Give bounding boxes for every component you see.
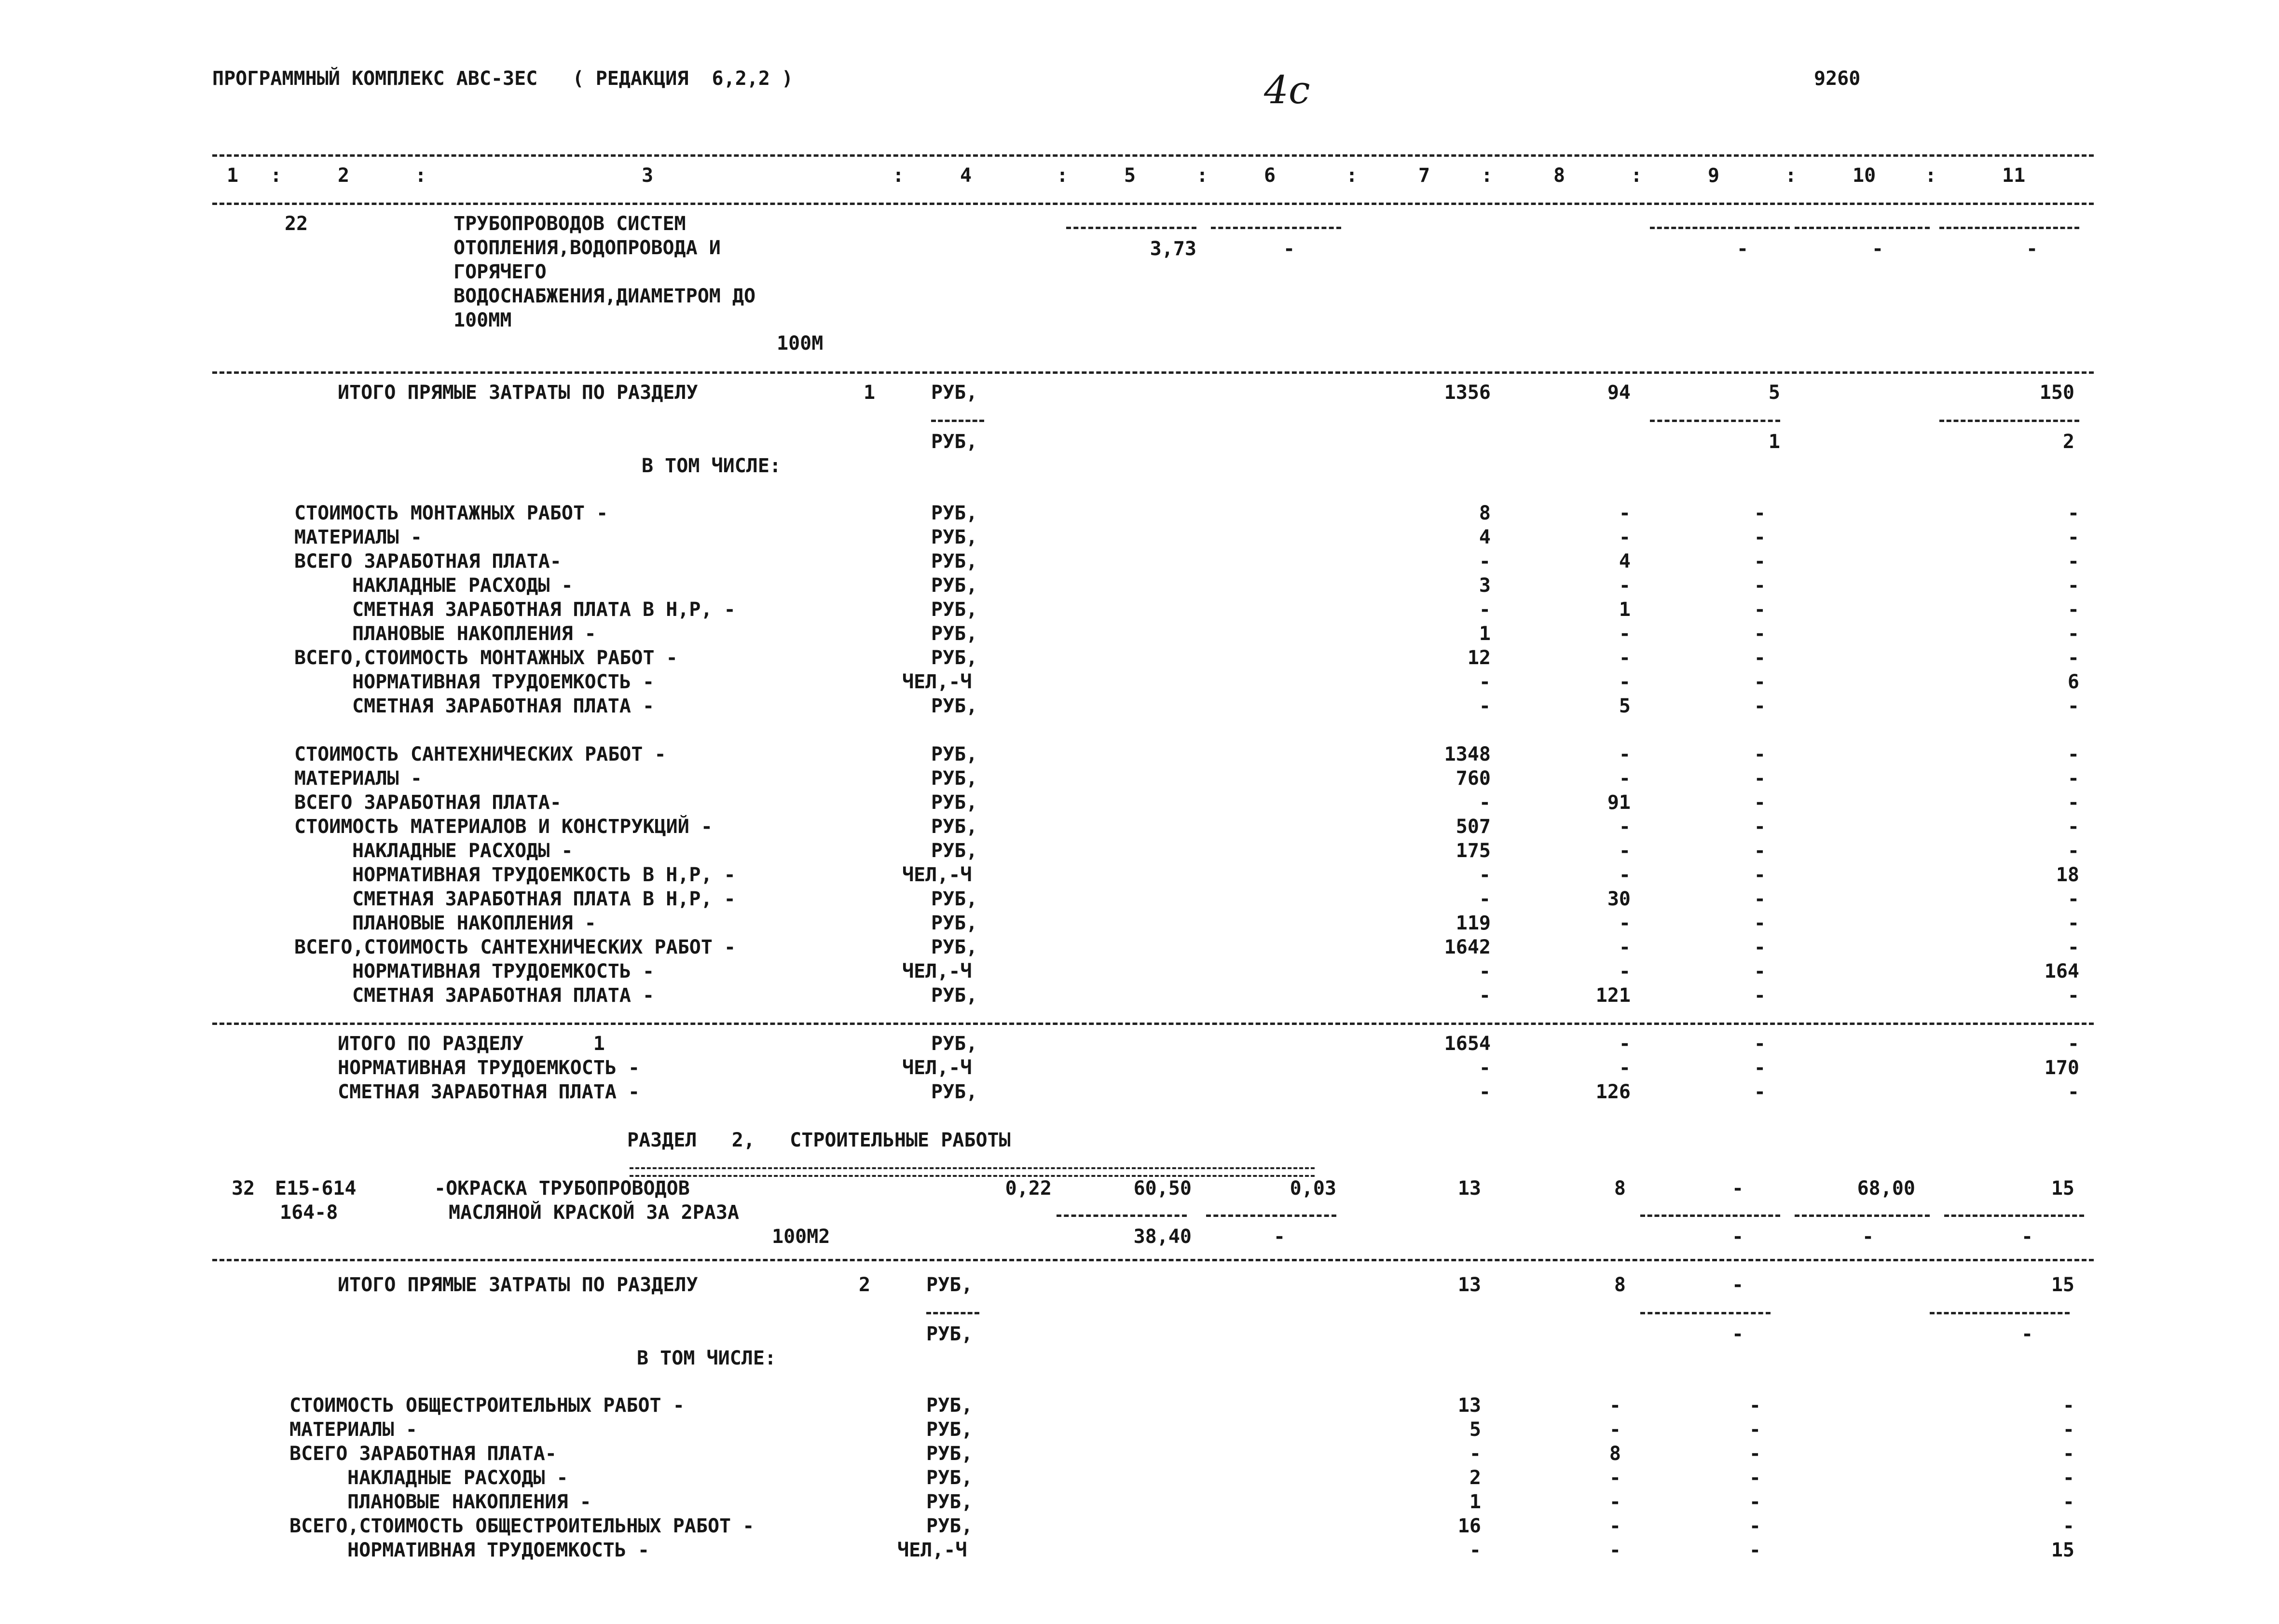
breakdown-label: НАКЛАДНЫЕ РАСХОДЫ - [347,1467,568,1489]
price-rule [1939,227,2079,229]
breakdown-label: НАКЛАДНЫЕ РАСХОДЫ - [352,840,573,862]
breakdown-col11: - [2062,1394,2074,1417]
breakdown-unit: РУБ, [931,574,978,597]
sub-rule [1930,1312,2070,1314]
breakdown-col11: - [2062,1515,2074,1537]
section-total-col11: - [2067,1081,2079,1103]
column-number-6: 6 [1264,164,1276,187]
item32-col11: 15 [2051,1177,2074,1200]
column-number-7: 7 [1418,164,1430,187]
breakdown-unit: РУБ, [931,743,978,765]
breakdown-col11: - [2067,816,2079,838]
breakdown-col8: - [1619,623,1631,645]
breakdown-col11: - [2067,767,2079,790]
breakdown-col9: - [1754,550,1766,573]
breakdown-col7: 507 [1455,816,1491,838]
breakdown-label: НОРМАТИВНАЯ ТРУДОЕМКОСТЬ В Н,Р, - [352,864,736,886]
breakdown-col11: 6 [2067,671,2079,693]
breakdown-col8: - [1619,864,1631,886]
breakdown-unit: РУБ, [931,526,978,548]
section-total-col11: 170 [2044,1057,2079,1079]
section-2-double-rule [630,1167,1315,1177]
column-separator: : [1196,164,1208,187]
breakdown-col9: - [1749,1467,1761,1489]
breakdown-col8: - [1619,574,1631,597]
item32-col10-b: - [1862,1226,1874,1248]
breakdown-col9: - [1754,960,1766,983]
item-description: -ОКРАСКА ТРУБОПРОВОДОВ [434,1177,690,1200]
item22-col5: 3,73 [1150,238,1196,260]
price-rule [1944,1215,2084,1217]
breakdown-col11: - [2067,574,2079,597]
breakdown-col8: - [1609,1419,1621,1441]
section-total-col9: - [1754,1081,1766,1103]
breakdown-col11: - [2067,550,2079,573]
breakdown-col7: 1642 [1444,936,1491,958]
total-col8: 8 [1614,1274,1626,1296]
column-separator: : [1785,164,1797,187]
item32-col9-b: - [1732,1226,1744,1248]
total-col7: 1356 [1444,382,1491,404]
breakdown-col9: - [1754,792,1766,814]
breakdown-label: ПЛАНОВЫЕ НАКОПЛЕНИЯ - [352,912,596,934]
section-total-unit: РУБ, [931,1081,978,1103]
total-col11-b: - [2021,1323,2033,1345]
breakdown-unit: РУБ, [931,599,978,621]
breakdown-col11: - [2067,623,2079,645]
breakdown-unit: РУБ, [931,888,978,910]
total-label: ИТОГО ПРЯМЫЕ ЗАТРАТЫ ПО РАЗДЕЛУ [338,1274,698,1296]
price-rule [1795,1215,1930,1217]
breakdown-col7: 3 [1479,574,1491,597]
breakdown-col7: 13 [1457,1394,1481,1417]
section-rule [212,371,2094,374]
breakdown-col7: 119 [1455,912,1491,934]
total-col11-b: 2 [2062,431,2074,453]
breakdown-unit: РУБ, [931,647,978,669]
breakdown-col9: - [1749,1491,1761,1513]
including-heading: В ТОМ ЧИСЛЕ: [642,455,781,477]
breakdown-col11: - [2062,1443,2074,1465]
column-separator: : [1481,164,1493,187]
breakdown-col7: - [1479,864,1491,886]
breakdown-label: СТОИМОСТЬ САНТЕХНИЧЕСКИХ РАБОТ - [294,743,666,765]
breakdown-col8: - [1619,671,1631,693]
breakdown-col7: - [1479,550,1491,573]
breakdown-label: СМЕТНАЯ ЗАРАБОТНАЯ ПЛАТА - [352,984,655,1007]
breakdown-col11: - [2067,647,2079,669]
breakdown-label: ВСЕГО ЗАРАБОТНАЯ ПЛАТА- [294,792,562,814]
breakdown-col8: - [1609,1467,1621,1489]
breakdown-unit: РУБ, [931,840,978,862]
total-section-number: 1 [864,382,876,404]
breakdown-label: СТОИМОСТЬ МОНТАЖНЫХ РАБОТ - [294,502,608,524]
section-total-col11: - [2067,1033,2079,1055]
breakdown-unit: РУБ, [926,1467,973,1489]
breakdown-col8: - [1619,816,1631,838]
breakdown-label: ПЛАНОВЫЕ НАКОПЛЕНИЯ - [352,623,596,645]
breakdown-unit: РУБ, [931,936,978,958]
price-rule [1650,227,1790,229]
breakdown-col7: 12 [1467,647,1491,669]
column-number-11: 11 [2002,164,2026,187]
section-rule [212,1023,2094,1025]
breakdown-col8: 4 [1619,550,1631,573]
breakdown-col8: 91 [1607,792,1631,814]
price-rule [1066,227,1196,229]
breakdown-col8: - [1619,526,1631,548]
price-rule [1057,1215,1187,1217]
breakdown-col9: - [1754,599,1766,621]
breakdown-col7: 1 [1469,1491,1481,1513]
description-line: ОТОПЛЕНИЯ,ВОДОПРОВОДА И [453,237,721,259]
breakdown-col9: - [1754,623,1766,645]
column-number-8: 8 [1553,164,1565,187]
description-line: ГОРЯЧЕГО [453,261,547,283]
breakdown-col8: - [1609,1491,1621,1513]
breakdown-unit: РУБ, [926,1515,973,1537]
breakdown-unit: РУБ, [931,767,978,790]
item-code-2: 164-8 [280,1201,338,1224]
breakdown-unit: РУБ, [931,550,978,573]
breakdown-col7: - [1479,671,1491,693]
breakdown-col9: - [1754,864,1766,886]
breakdown-col7: 2 [1469,1467,1481,1489]
breakdown-col7: 760 [1455,767,1491,790]
breakdown-label: МАТЕРИАЛЫ - [294,526,422,548]
column-number-10: 10 [1853,164,1876,187]
breakdown-label: СМЕТНАЯ ЗАРАБОТНАЯ ПЛАТА - [352,695,655,717]
column-number-1: 1 [227,164,239,187]
breakdown-label: ВСЕГО,СТОИМОСТЬ МОНТАЖНЫХ РАБОТ - [294,647,678,669]
breakdown-col9: - [1754,816,1766,838]
breakdown-unit: РУБ, [931,984,978,1007]
column-number-5: 5 [1124,164,1136,187]
sub-rule [1640,1312,1771,1314]
breakdown-col7: 175 [1455,840,1491,862]
breakdown-unit: РУБ, [931,792,978,814]
section-total-col7: - [1479,1057,1491,1079]
breakdown-col7: 8 [1479,502,1491,524]
total-label: ИТОГО ПРЯМЫЕ ЗАТРАТЫ ПО РАЗДЕЛУ [338,382,698,404]
breakdown-col11: - [2067,695,2079,717]
breakdown-label: СТОИМОСТЬ ОБЩЕСТРОИТЕЛЬНЫХ РАБОТ - [289,1394,685,1417]
document-number: 9260 [1814,68,1861,90]
breakdown-col9: - [1754,574,1766,597]
breakdown-col11: - [2062,1467,2074,1489]
breakdown-label: ПЛАНОВЫЕ НАКОПЛЕНИЯ - [347,1491,591,1513]
breakdown-unit: РУБ, [926,1491,973,1513]
breakdown-col9: - [1754,840,1766,862]
breakdown-unit: РУБ, [931,502,978,524]
breakdown-col7: - [1469,1539,1481,1561]
breakdown-col9: - [1754,695,1766,717]
breakdown-col9: - [1754,888,1766,910]
breakdown-col11: - [2067,840,2079,862]
breakdown-col9: - [1754,743,1766,765]
price-rule [1640,1215,1780,1217]
sub-rule [1650,420,1780,422]
section-total-col7: 1654 [1444,1033,1491,1055]
breakdown-col8: 30 [1607,888,1631,910]
item22-col6: - [1283,238,1295,260]
price-rule [1206,1215,1336,1217]
breakdown-col11: - [2067,743,2079,765]
column-separator: : [1346,164,1358,187]
breakdown-col11: - [2067,936,2079,958]
total-unit: РУБ, [931,382,978,404]
breakdown-col11: - [2062,1491,2074,1513]
breakdown-label: ВСЕГО,СТОИМОСТЬ ОБЩЕСТРОИТЕЛЬНЫХ РАБОТ - [289,1515,755,1537]
breakdown-col9: - [1749,1515,1761,1537]
breakdown-col7: - [1479,792,1491,814]
breakdown-unit: ЧЕЛ,-Ч [897,1539,967,1561]
breakdown-unit: ЧЕЛ,-Ч [902,864,972,886]
breakdown-col8: - [1619,647,1631,669]
item32-col5: 60,50 [1133,1177,1192,1200]
total-col11: 15 [2051,1274,2074,1296]
item-unit: 100М [777,332,824,355]
breakdown-col9: - [1749,1394,1761,1417]
description-line: ТРУБОПРОВОДОВ СИСТЕМ [453,213,686,235]
breakdown-col9: - [1754,767,1766,790]
breakdown-col8: - [1619,743,1631,765]
header-rule-bottom [212,203,2094,205]
section-total-col8: - [1619,1033,1631,1055]
breakdown-col11: - [2067,599,2079,621]
section-total-label: СМЕТНАЯ ЗАРАБОТНАЯ ПЛАТА - [338,1081,640,1103]
total-section-number: 2 [859,1274,871,1296]
breakdown-col7: - [1479,599,1491,621]
header-rule-top [212,154,2094,157]
item22-col11: - [2026,238,2038,260]
breakdown-unit: РУБ, [931,816,978,838]
item22-col9: - [1737,238,1749,260]
description-line: 100ММ [453,309,512,331]
breakdown-label: МАТЕРИАЛЫ - [289,1419,417,1441]
breakdown-col11: - [2067,502,2079,524]
column-number-4: 4 [960,164,972,187]
total-col11: 150 [2039,382,2074,404]
section-rule [212,1259,2094,1261]
breakdown-col8: 121 [1595,984,1631,1007]
breakdown-label: ВСЕГО,СТОИМОСТЬ САНТЕХНИЧЕСКИХ РАБОТ - [294,936,736,958]
sub-rule [931,420,984,422]
item-number: 32 [232,1177,255,1200]
breakdown-col7: 1348 [1444,743,1491,765]
breakdown-col9: - [1749,1419,1761,1441]
breakdown-col11: - [2062,1419,2074,1441]
breakdown-unit: ЧЕЛ,-Ч [902,960,972,983]
breakdown-col7: 5 [1469,1419,1481,1441]
breakdown-col11: 15 [2051,1539,2074,1561]
price-rule [1795,227,1930,229]
breakdown-col9: - [1754,984,1766,1007]
section-total-unit: РУБ, [931,1033,978,1055]
item32-col9: - [1732,1177,1744,1200]
breakdown-col8: - [1609,1515,1621,1537]
breakdown-col7: 1 [1479,623,1491,645]
breakdown-col11: - [2067,888,2079,910]
breakdown-col8: - [1619,840,1631,862]
item-number: 22 [285,213,308,235]
item32-col5-b: 38,40 [1133,1226,1192,1248]
sub-rule [1939,420,2079,422]
section-total-col9: - [1754,1033,1766,1055]
total-col9: 5 [1768,382,1780,404]
column-separator: : [270,164,282,187]
item-description: МАСЛЯНОЙ КРАСКОЙ ЗА 2РАЗА [449,1201,740,1224]
section-total-col8: - [1619,1057,1631,1079]
breakdown-col11: - [2067,912,2079,934]
breakdown-col9: - [1754,526,1766,548]
breakdown-label: СМЕТНАЯ ЗАРАБОТНАЯ ПЛАТА В Н,Р, - [352,888,736,910]
breakdown-col7: - [1469,1443,1481,1465]
total-col8: 94 [1607,382,1631,404]
total-col9-b: - [1732,1323,1744,1345]
breakdown-label: НАКЛАДНЫЕ РАСХОДЫ - [352,574,573,597]
total-unit: РУБ, [926,1274,973,1296]
breakdown-col7: 16 [1457,1515,1481,1537]
breakdown-col7: - [1479,984,1491,1007]
section-total-col7: - [1479,1081,1491,1103]
item22-col10: - [1872,238,1884,260]
total-unit-2: РУБ, [931,431,978,453]
column-number-2: 2 [338,164,350,187]
breakdown-col7: - [1479,960,1491,983]
column-separator: : [1925,164,1937,187]
item32-col4: 0,22 [1005,1177,1052,1200]
section-total-col8: 126 [1595,1081,1631,1103]
breakdown-label: НОРМАТИВНАЯ ТРУДОЕМКОСТЬ - [352,671,655,693]
section-total-label: ИТОГО ПО РАЗДЕЛУ 1 [338,1033,605,1055]
breakdown-col11: - [2067,526,2079,548]
breakdown-col9: - [1754,647,1766,669]
breakdown-col8: - [1619,912,1631,934]
breakdown-col11: 164 [2044,960,2079,983]
column-separator: : [1631,164,1643,187]
breakdown-col11: 18 [2056,864,2079,886]
program-header: ПРОГРАММНЫЙ КОМПЛЕКС АВС-3ЕС ( РЕДАКЦИЯ 6,2,2 ) [212,68,794,90]
breakdown-col9: - [1754,502,1766,524]
total-unit-2: РУБ, [926,1323,973,1345]
column-separator: : [1057,164,1069,187]
breakdown-col8: - [1619,960,1631,983]
breakdown-unit: РУБ, [926,1394,973,1417]
breakdown-label: НОРМАТИВНАЯ ТРУДОЕМКОСТЬ - [347,1539,650,1561]
description-line: ВОДОСНАБЖЕНИЯ,ДИАМЕТРОМ ДО [453,285,756,307]
breakdown-label: МАТЕРИАЛЫ - [294,767,422,790]
breakdown-col9: - [1754,936,1766,958]
breakdown-col8: - [1619,936,1631,958]
breakdown-col8: 1 [1619,599,1631,621]
column-separator: : [415,164,427,187]
breakdown-col9: - [1749,1443,1761,1465]
column-separator: : [892,164,905,187]
breakdown-label: СМЕТНАЯ ЗАРАБОТНАЯ ПЛАТА В Н,Р, - [352,599,736,621]
total-col9: - [1732,1274,1744,1296]
including-heading: В ТОМ ЧИСЛЕ: [637,1347,776,1369]
price-rule [1211,227,1341,229]
item32-col8: 8 [1614,1177,1626,1200]
item-unit: 100М2 [772,1226,830,1248]
item32-col11-b: - [2021,1226,2033,1248]
breakdown-col11: - [2067,984,2079,1007]
handwritten-page-mark: 4с [1264,68,1310,112]
breakdown-col8: 8 [1609,1443,1621,1465]
breakdown-col7: - [1479,695,1491,717]
breakdown-label: ВСЕГО ЗАРАБОТНАЯ ПЛАТА- [294,550,562,573]
section-total-col9: - [1754,1057,1766,1079]
column-number-9: 9 [1708,164,1720,187]
item32-col7: 13 [1457,1177,1481,1200]
breakdown-unit: РУБ, [931,912,978,934]
breakdown-col8: - [1609,1539,1621,1561]
breakdown-col9: - [1749,1539,1761,1561]
breakdown-col9: - [1754,671,1766,693]
breakdown-unit: РУБ, [931,623,978,645]
column-number-3: 3 [642,164,654,187]
breakdown-col11: - [2067,792,2079,814]
breakdown-unit: РУБ, [931,695,978,717]
breakdown-label: НОРМАТИВНАЯ ТРУДОЕМКОСТЬ - [352,960,655,983]
section-2-title: РАЗДЕЛ 2, СТРОИТЕЛЬНЫЕ РАБОТЫ [627,1129,1011,1151]
item32-col10: 68,00 [1857,1177,1915,1200]
section-total-unit: ЧЕЛ,-Ч [902,1057,972,1079]
breakdown-col8: - [1619,502,1631,524]
total-col7: 13 [1457,1274,1481,1296]
item32-col6-b: - [1274,1226,1286,1248]
breakdown-col8: 5 [1619,695,1631,717]
breakdown-col7: - [1479,888,1491,910]
breakdown-col7: 4 [1479,526,1491,548]
breakdown-col8: - [1619,767,1631,790]
breakdown-unit: РУБ, [926,1443,973,1465]
breakdown-label: ВСЕГО ЗАРАБОТНАЯ ПЛАТА- [289,1443,557,1465]
item32-col6: 0,03 [1290,1177,1336,1200]
breakdown-unit: РУБ, [926,1419,973,1441]
sub-rule [926,1312,979,1314]
total-col9-b: 1 [1768,431,1780,453]
section-total-label: НОРМАТИВНАЯ ТРУДОЕМКОСТЬ - [338,1057,640,1079]
breakdown-col8: - [1609,1394,1621,1417]
breakdown-col9: - [1754,912,1766,934]
item-code: Е15-614 [275,1177,357,1200]
breakdown-unit: ЧЕЛ,-Ч [902,671,972,693]
breakdown-label: СТОИМОСТЬ МАТЕРИАЛОВ И КОНСТРУКЦИЙ - [294,816,713,838]
